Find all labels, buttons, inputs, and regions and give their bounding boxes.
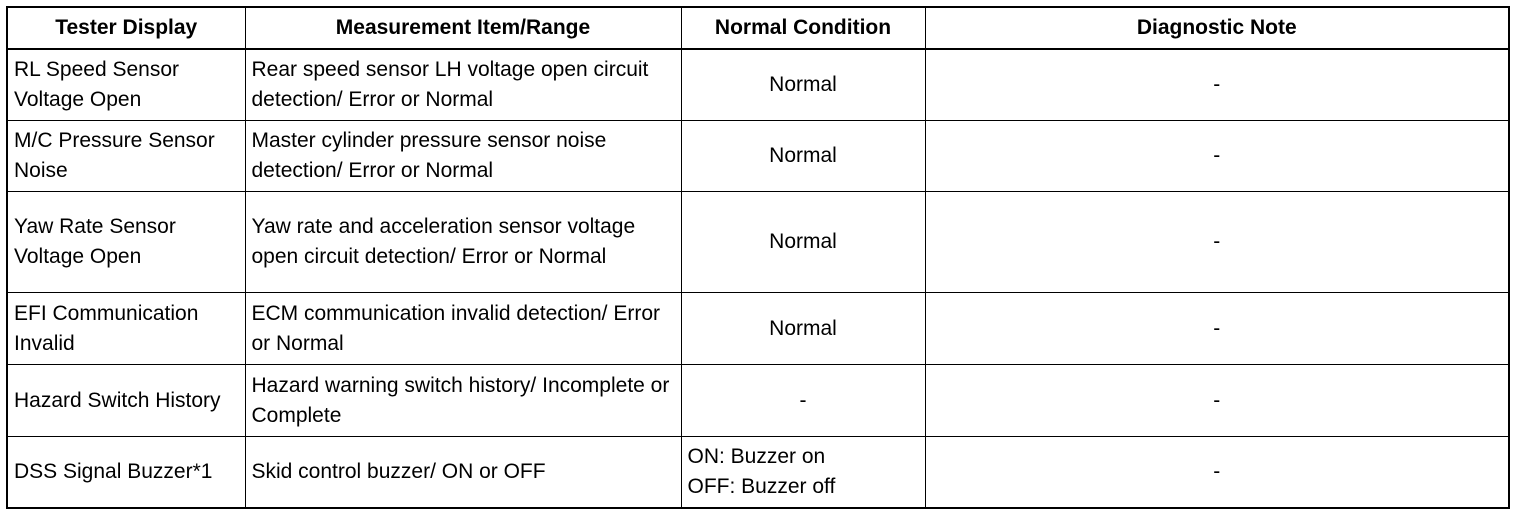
cell-measurement: Yaw rate and acceleration sensor voltage open circuit detection/ Error or Normal	[245, 192, 681, 293]
table-row	[7, 192, 1509, 293]
diagnostic-data-table	[6, 6, 1510, 509]
cell-measurement: Master cylinder pressure sensor noise detection/ Error or Normal	[245, 121, 681, 192]
cell-normal-condition: Normal	[681, 293, 925, 365]
table-header-row	[7, 7, 1509, 49]
cell-tester-display: Hazard Switch History	[7, 365, 245, 437]
table-row	[7, 293, 1509, 365]
cell-normal-condition: -	[681, 365, 925, 437]
table-row	[7, 49, 1509, 121]
header-measurement-item-range: Measurement Item/Range	[245, 7, 681, 49]
cell-diagnostic-note: -	[925, 365, 1509, 437]
cell-tester-display: DSS Signal Buzzer*1	[7, 437, 245, 509]
header-diagnostic-note: Diagnostic Note	[925, 7, 1509, 49]
cell-normal-condition: Normal	[681, 49, 925, 121]
table-row	[7, 365, 1509, 437]
cell-normal-condition: Normal	[681, 192, 925, 293]
cell-measurement: Hazard warning switch history/ Incomplete or Complete	[245, 365, 681, 437]
cell-normal-condition: Normal	[681, 121, 925, 192]
cell-tester-display: Yaw Rate Sensor Voltage Open	[7, 192, 245, 293]
cell-measurement: Skid control buzzer/ ON or OFF	[245, 437, 681, 509]
cell-measurement: ECM communication invalid detection/ Error or Normal	[245, 293, 681, 365]
cell-diagnostic-note: -	[925, 121, 1509, 192]
table-row	[7, 437, 1509, 509]
cell-measurement: Rear speed sensor LH voltage open circuit detection/ Error or Normal	[245, 49, 681, 121]
cell-tester-display: EFI Communication Invalid	[7, 293, 245, 365]
table-row	[7, 121, 1509, 192]
cell-tester-display: M/C Pressure Sensor Noise	[7, 121, 245, 192]
cell-diagnostic-note: -	[925, 49, 1509, 121]
cell-diagnostic-note: -	[925, 293, 1509, 365]
header-tester-display: Tester Display	[7, 7, 245, 49]
cell-diagnostic-note: -	[925, 192, 1509, 293]
cell-normal-condition: ON: Buzzer on OFF: Buzzer off	[681, 437, 925, 509]
cell-tester-display: RL Speed Sensor Voltage Open	[7, 49, 245, 121]
header-normal-condition: Normal Condition	[681, 7, 925, 49]
cell-diagnostic-note: -	[925, 437, 1509, 509]
